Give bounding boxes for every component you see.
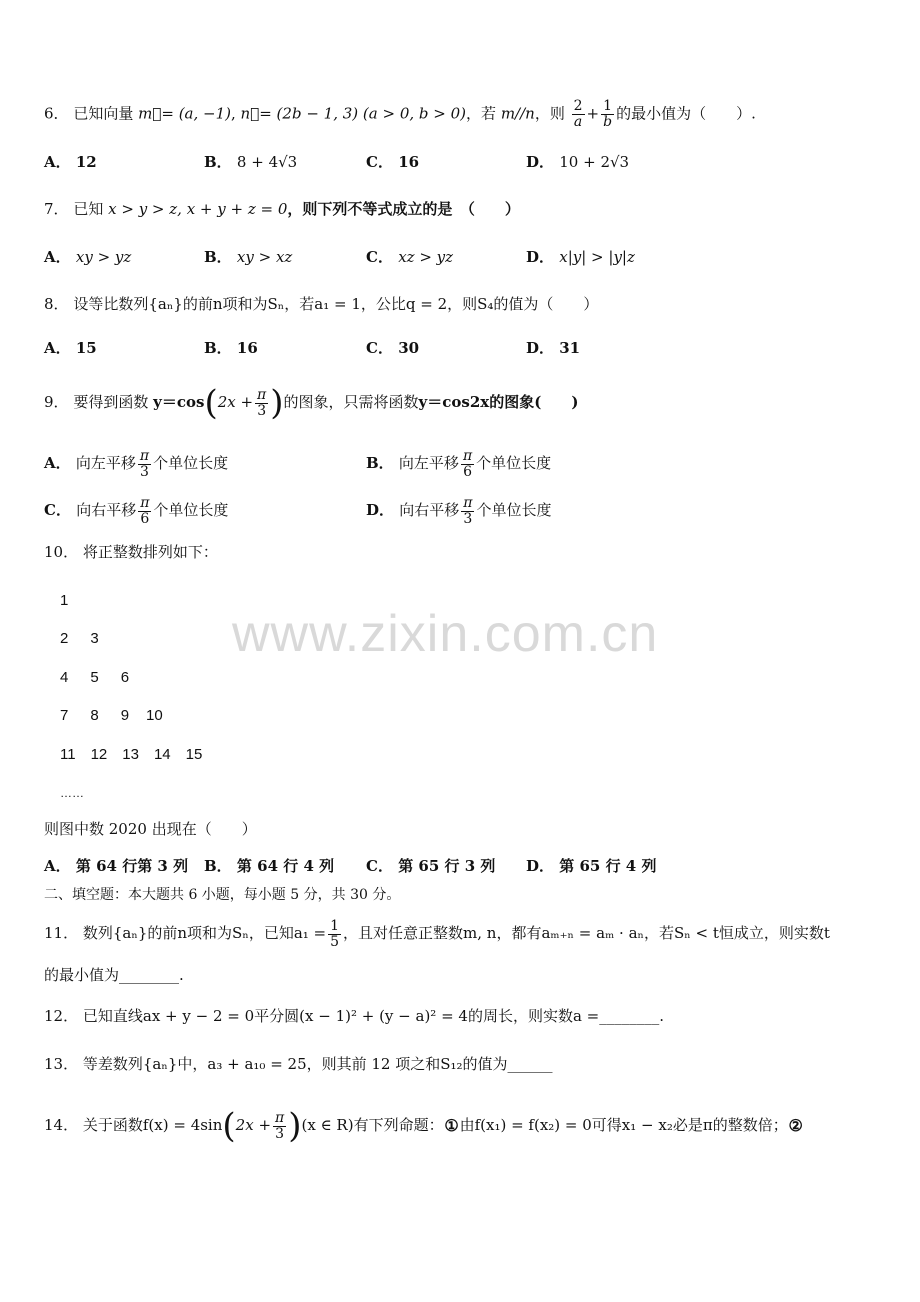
option-c: C． 第 65 行 3 列 <box>366 857 496 875</box>
option-d: D． 第 65 行 4 列 <box>526 857 657 875</box>
question-number: 11． <box>44 924 79 942</box>
section-header: 二、填空题：本大题共 6 小题，每小题 5 分，共 30 分。 <box>44 887 401 903</box>
question-text: 的最小值为（ ）. <box>616 104 756 123</box>
question-text: 已知直线ax + y − 2 = 0平分圆(x − 1)² + (y − a)² = 4的周长，则实数a =________. <box>82 1007 665 1025</box>
question-10-prompt: 则图中数 2020 出现在（ ） <box>44 820 257 838</box>
question-text: (x ∈ R)有下列命题： <box>301 1116 444 1134</box>
option-c: C． 16 <box>366 153 420 171</box>
question-text: 的图象( ) <box>489 393 579 411</box>
number-cell: 11 <box>60 746 76 763</box>
function-expr: y＝cos <box>153 393 205 411</box>
fraction-pi-over-3: $\frac{\pi}{3}$ <box>257 386 267 419</box>
fraction-2-over-a: $\frac{2}{a}$ <box>573 98 583 130</box>
question-text: 要得到函数 <box>73 393 149 411</box>
option-a: A． xy > yz <box>44 248 132 266</box>
question-number: 6． <box>44 104 69 123</box>
option-a: A． 12 <box>44 153 97 171</box>
ellipsis: …… <box>60 786 84 800</box>
number-cell: 2 <box>60 630 69 647</box>
question-number: 8． <box>44 295 69 313</box>
number-cell: 13 <box>122 746 139 763</box>
question-8 <box>44 293 598 315</box>
condition: x > y > z, x + y + z = 0 <box>108 200 288 218</box>
question-text: 由f(x₁) = f(x₂) = 0可得x₁ − x₂必是π的整数倍； <box>459 1116 788 1134</box>
option-a: A． 向左平移 $\frac{\pi}{3}$ 个单位长度 <box>44 447 229 480</box>
question-text: 等差数列{aₙ}中，a₃ + a₁₀ = 25，则其前 12 项之和S₁₂的值为______ <box>82 1055 553 1073</box>
number-cell: 14 <box>153 746 171 763</box>
circled-one-icon: ① <box>444 1116 459 1135</box>
vector-n-expr: = (2b − 1, 3) <box>259 104 359 123</box>
fraction-1-over-b: $\frac{1}{b}$ <box>603 98 613 130</box>
question-text: 设等比数列{aₙ}的前n项和为Sₙ，若a₁ = 1，公比q = 2，则S₄的值为（ ） <box>73 295 599 313</box>
option-b: B． 16 <box>204 339 258 357</box>
number-cell: 15 <box>185 746 203 763</box>
option-d: D． x|y| > |y|z <box>526 248 635 266</box>
vector-n: n⃗ <box>240 104 260 123</box>
watermark: www.zixin.com.cn <box>232 605 659 663</box>
option-a: A． 15 <box>44 339 97 357</box>
triangle-row-5 <box>60 746 216 763</box>
parallel-expr: m//n <box>500 104 535 123</box>
question-11-cont: 的最小值为________. <box>44 966 184 984</box>
question-9: 9． 要得到函数 y＝cos(2x + $\frac{\pi}{3}$ )的图象，只需将函数y＝cos2x的图象( ) <box>44 383 579 423</box>
number-cell: 3 <box>90 630 99 647</box>
question-text: ，且对任意正整数m, n，都有aₘ₊ₙ = aₘ · aₙ，若Sₙ < t恒成立，则实数t <box>343 924 830 942</box>
vector-m-expr: = (a, −1) <box>161 104 231 123</box>
number-cell: 5 <box>90 669 99 686</box>
number-cell: 8 <box>90 707 99 724</box>
number-cell: 10 <box>146 707 163 724</box>
number-cell: 12 <box>90 746 108 763</box>
question-text: 关于函数f(x) = 4sin <box>82 1116 223 1134</box>
triangle-row-3 <box>60 669 143 686</box>
option-b: B． 8 + 4√3 <box>204 153 298 171</box>
question-text: ，则 <box>534 104 565 123</box>
question-10 <box>44 541 218 563</box>
option-a: A． 第 64 行第 3 列 <box>44 857 189 875</box>
question-text: 的图象，只需将函数 <box>283 393 419 411</box>
option-c: C． xz > yz <box>366 248 454 266</box>
question-number: 7． <box>44 200 69 218</box>
question-text: 将正整数排列如下： <box>82 543 218 561</box>
question-11 <box>44 916 830 950</box>
function-expr: y＝cos2x <box>418 393 490 411</box>
vector-m: m⃗ <box>138 104 162 123</box>
question-text: ，若 <box>466 104 497 123</box>
question-number: 12． <box>44 1007 79 1025</box>
question-text: 已知 <box>73 200 104 218</box>
number-cell: 4 <box>60 669 69 686</box>
question-text: 已知向量 <box>73 104 134 123</box>
number-cell: 9 <box>120 707 130 724</box>
question-number: 14． <box>44 1116 79 1134</box>
question-number: 10． <box>44 543 79 561</box>
option-b: B． 第 64 行 4 列 <box>204 857 335 875</box>
option-c: C． 30 <box>366 339 420 357</box>
question-7 <box>44 198 520 220</box>
question-text: ，则下列不等式成立的是 （ ） <box>287 200 520 218</box>
option-d: D． 31 <box>526 339 581 357</box>
question-13 <box>44 1053 553 1075</box>
option-d: D． 10 + 2√3 <box>526 153 630 171</box>
triangle-row-2 <box>60 630 113 647</box>
circled-two-icon: ② <box>788 1116 803 1135</box>
number-cell: 1 <box>60 592 69 609</box>
fraction-1-over-5: $\frac{1}{5}$ <box>330 917 340 950</box>
question-14: 14． 关于函数f(x) = 4sin(2x + $\frac{\pi}{3}$ )(x ∈ R)有下列命题：①由f(x₁) = f(x₂) = 0可得x₁ − x₂必是π的整数倍；② <box>44 1106 803 1146</box>
option-b: B． 向左平移 $\frac{\pi}{6}$ 个单位长度 <box>366 447 552 480</box>
question-6: 6． 已知向量 m⃗= (a, −1), n⃗= (2b − 1, 3) (a > 0, b > 0)，若 m//n，则 $\frac{2}{a}$ + $\frac{1}{b}$ 的最小值为（ ）. <box>44 98 756 130</box>
number-cell: 7 <box>60 707 69 724</box>
option-d: D． 向右平移 $\frac{\pi}{3}$ 个单位长度 <box>366 494 552 527</box>
triangle-row-1 <box>60 592 82 609</box>
question-number: 13． <box>44 1055 79 1073</box>
option-c: C． 向右平移 $\frac{\pi}{6}$ 个单位长度 <box>44 494 229 527</box>
question-12 <box>44 1005 664 1027</box>
option-b: B． xy > xz <box>204 248 293 266</box>
fraction-pi-over-3: $\frac{\pi}{3}$ <box>275 1109 285 1142</box>
triangle-row-4 <box>60 707 177 724</box>
number-cell: 6 <box>120 669 130 686</box>
question-text: 数列{aₙ}的前n项和为Sₙ，已知a₁ = <box>82 924 327 942</box>
question-number: 9． <box>44 393 69 411</box>
condition: (a > 0, b > 0) <box>362 104 467 123</box>
